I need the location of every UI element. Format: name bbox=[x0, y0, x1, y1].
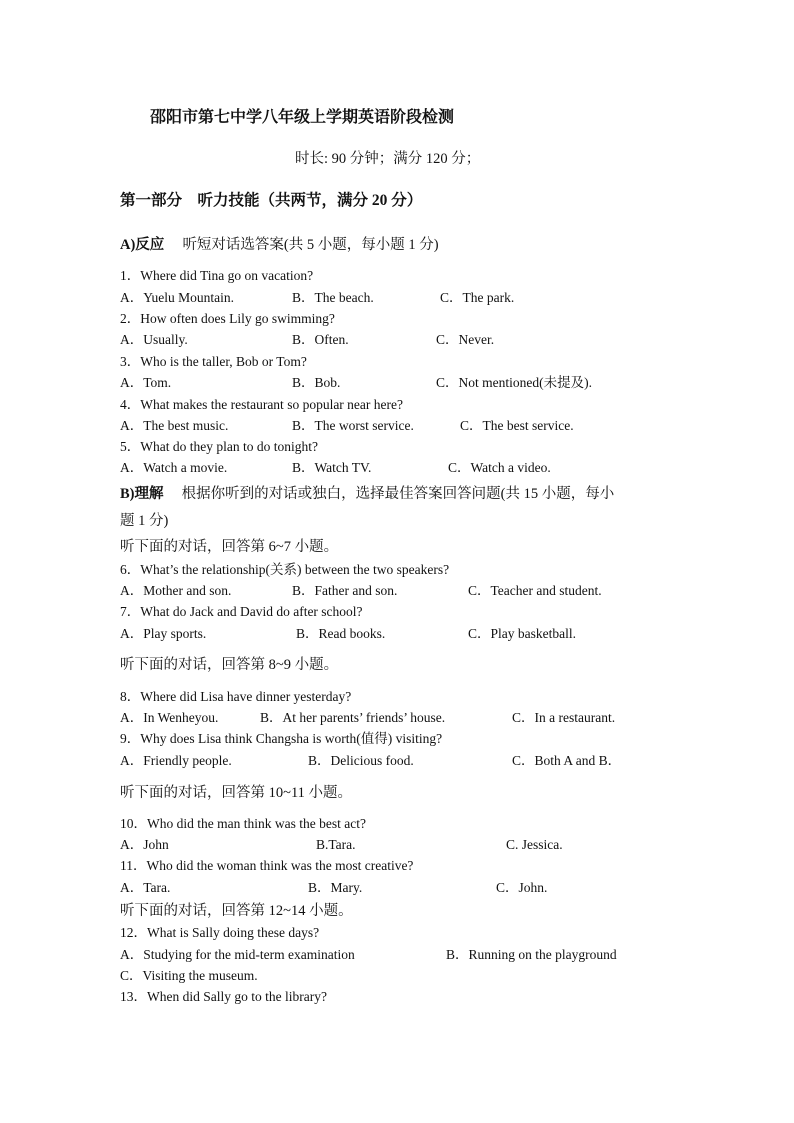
question-11: 11．Who did the woman think was the most creative? bbox=[120, 858, 414, 873]
option-b: B．Often. bbox=[292, 332, 349, 347]
exam-title: 邵阳市第七中学八年级上学期英语阶段检测 bbox=[150, 109, 455, 126]
option-c: C．Teacher and student. bbox=[468, 583, 602, 598]
option-b: B．The worst service. bbox=[292, 418, 414, 433]
option-b: B．Delicious food. bbox=[308, 753, 414, 768]
question-5: 5．What do they plan to do tonight? bbox=[120, 439, 318, 454]
option-a: A．The best music. bbox=[120, 418, 229, 433]
option-a: A．Studying for the mid-term examination bbox=[120, 947, 355, 962]
option-b: B．Mary. bbox=[308, 880, 363, 895]
section-b-instruction: 根据你听到的对话或独白，选择最佳答案回答问题(共 15 小题，每小 bbox=[181, 486, 615, 502]
option-a: A．In Wenheyou. bbox=[120, 710, 219, 725]
section-b-instruction-cont: 题 1 分) bbox=[120, 513, 169, 529]
option-c: C．In a restaurant. bbox=[512, 710, 616, 725]
question-8: 8．Where did Lisa have dinner yesterday? bbox=[120, 689, 352, 704]
option-a: A．Yuelu Mountain. bbox=[120, 290, 234, 305]
option-a: A．Usually. bbox=[120, 332, 188, 347]
option-c: C．Watch a video. bbox=[448, 460, 551, 475]
option-c: C. Jessica. bbox=[506, 837, 563, 852]
option-a: A．Play sports. bbox=[120, 626, 207, 641]
option-b: B．Running on the playground bbox=[446, 947, 617, 962]
option-b: B．At her parents’ friends’ house. bbox=[260, 710, 446, 725]
section-b-label: B)理解 bbox=[120, 486, 164, 502]
question-6: 6．What’s the relationship(关系) between the two speakers? bbox=[120, 562, 450, 577]
question-13: 13．When did Sally go to the library? bbox=[120, 989, 327, 1004]
question-4: 4．What makes the restaurant so popular near here? bbox=[120, 397, 404, 412]
option-b: B.Tara. bbox=[316, 837, 356, 852]
lead-10-11: 听下面的对话，回答第 10~11 小题。 bbox=[120, 785, 353, 801]
question-10: 10．Who did the man think was the best act? bbox=[120, 816, 366, 831]
option-a: A．Tara. bbox=[120, 880, 171, 895]
section-a-label: A)反应 bbox=[120, 237, 165, 253]
question-12: 12．What is Sally doing these days? bbox=[120, 925, 320, 940]
question-7: 7．What do Jack and David do after school? bbox=[120, 604, 363, 619]
option-b: B．Read books. bbox=[296, 626, 386, 641]
option-c: C．The park. bbox=[440, 290, 515, 305]
lead-12-14: 听下面的对话，回答第 12~14 小题。 bbox=[120, 903, 353, 919]
option-a: A．Tom. bbox=[120, 375, 172, 390]
option-b: B．Bob. bbox=[292, 375, 341, 390]
lead-6-7: 听下面的对话，回答第 6~7 小题。 bbox=[120, 539, 339, 555]
option-c: C．Never. bbox=[436, 332, 495, 347]
option-c: C．Not mentioned(未提及). bbox=[436, 375, 592, 390]
option-a: A．John bbox=[120, 837, 169, 852]
option-b: B．The beach. bbox=[292, 290, 374, 305]
option-c: C．The best service. bbox=[460, 418, 574, 433]
question-2: 2．How often does Lily go swimming? bbox=[120, 311, 335, 326]
option-a: A．Watch a movie. bbox=[120, 460, 228, 475]
option-c: C．Play basketball. bbox=[468, 626, 576, 641]
section-a-instruction: 听短对话选答案(共 5 小题，每小题 1 分) bbox=[182, 237, 439, 253]
section-b-heading bbox=[120, 485, 614, 503]
option-12-c: C．Visiting the museum. bbox=[120, 968, 258, 983]
option-a: A．Friendly people. bbox=[120, 753, 232, 768]
exam-subtitle: 时长: 90 分钟；满分 120 分； bbox=[295, 151, 481, 167]
option-c: C．Both A and B． bbox=[512, 753, 622, 768]
lead-8-9: 听下面的对话，回答第 8~9 小题。 bbox=[120, 657, 339, 673]
part1-title: 第一部分 听力技能（共两节，满分 20 分） bbox=[120, 192, 423, 209]
option-b: B．Father and son. bbox=[292, 583, 398, 598]
option-c: C．John. bbox=[496, 880, 548, 895]
question-1: 1．Where did Tina go on vacation? bbox=[120, 268, 314, 283]
question-9: 9．Why does Lisa think Changsha is worth(值得) visiting? bbox=[120, 731, 443, 746]
option-a: A．Mother and son. bbox=[120, 583, 232, 598]
section-a-heading bbox=[120, 236, 439, 254]
question-3: 3．Who is the taller, Bob or Tom? bbox=[120, 354, 307, 369]
option-b: B．Watch TV. bbox=[292, 460, 372, 475]
